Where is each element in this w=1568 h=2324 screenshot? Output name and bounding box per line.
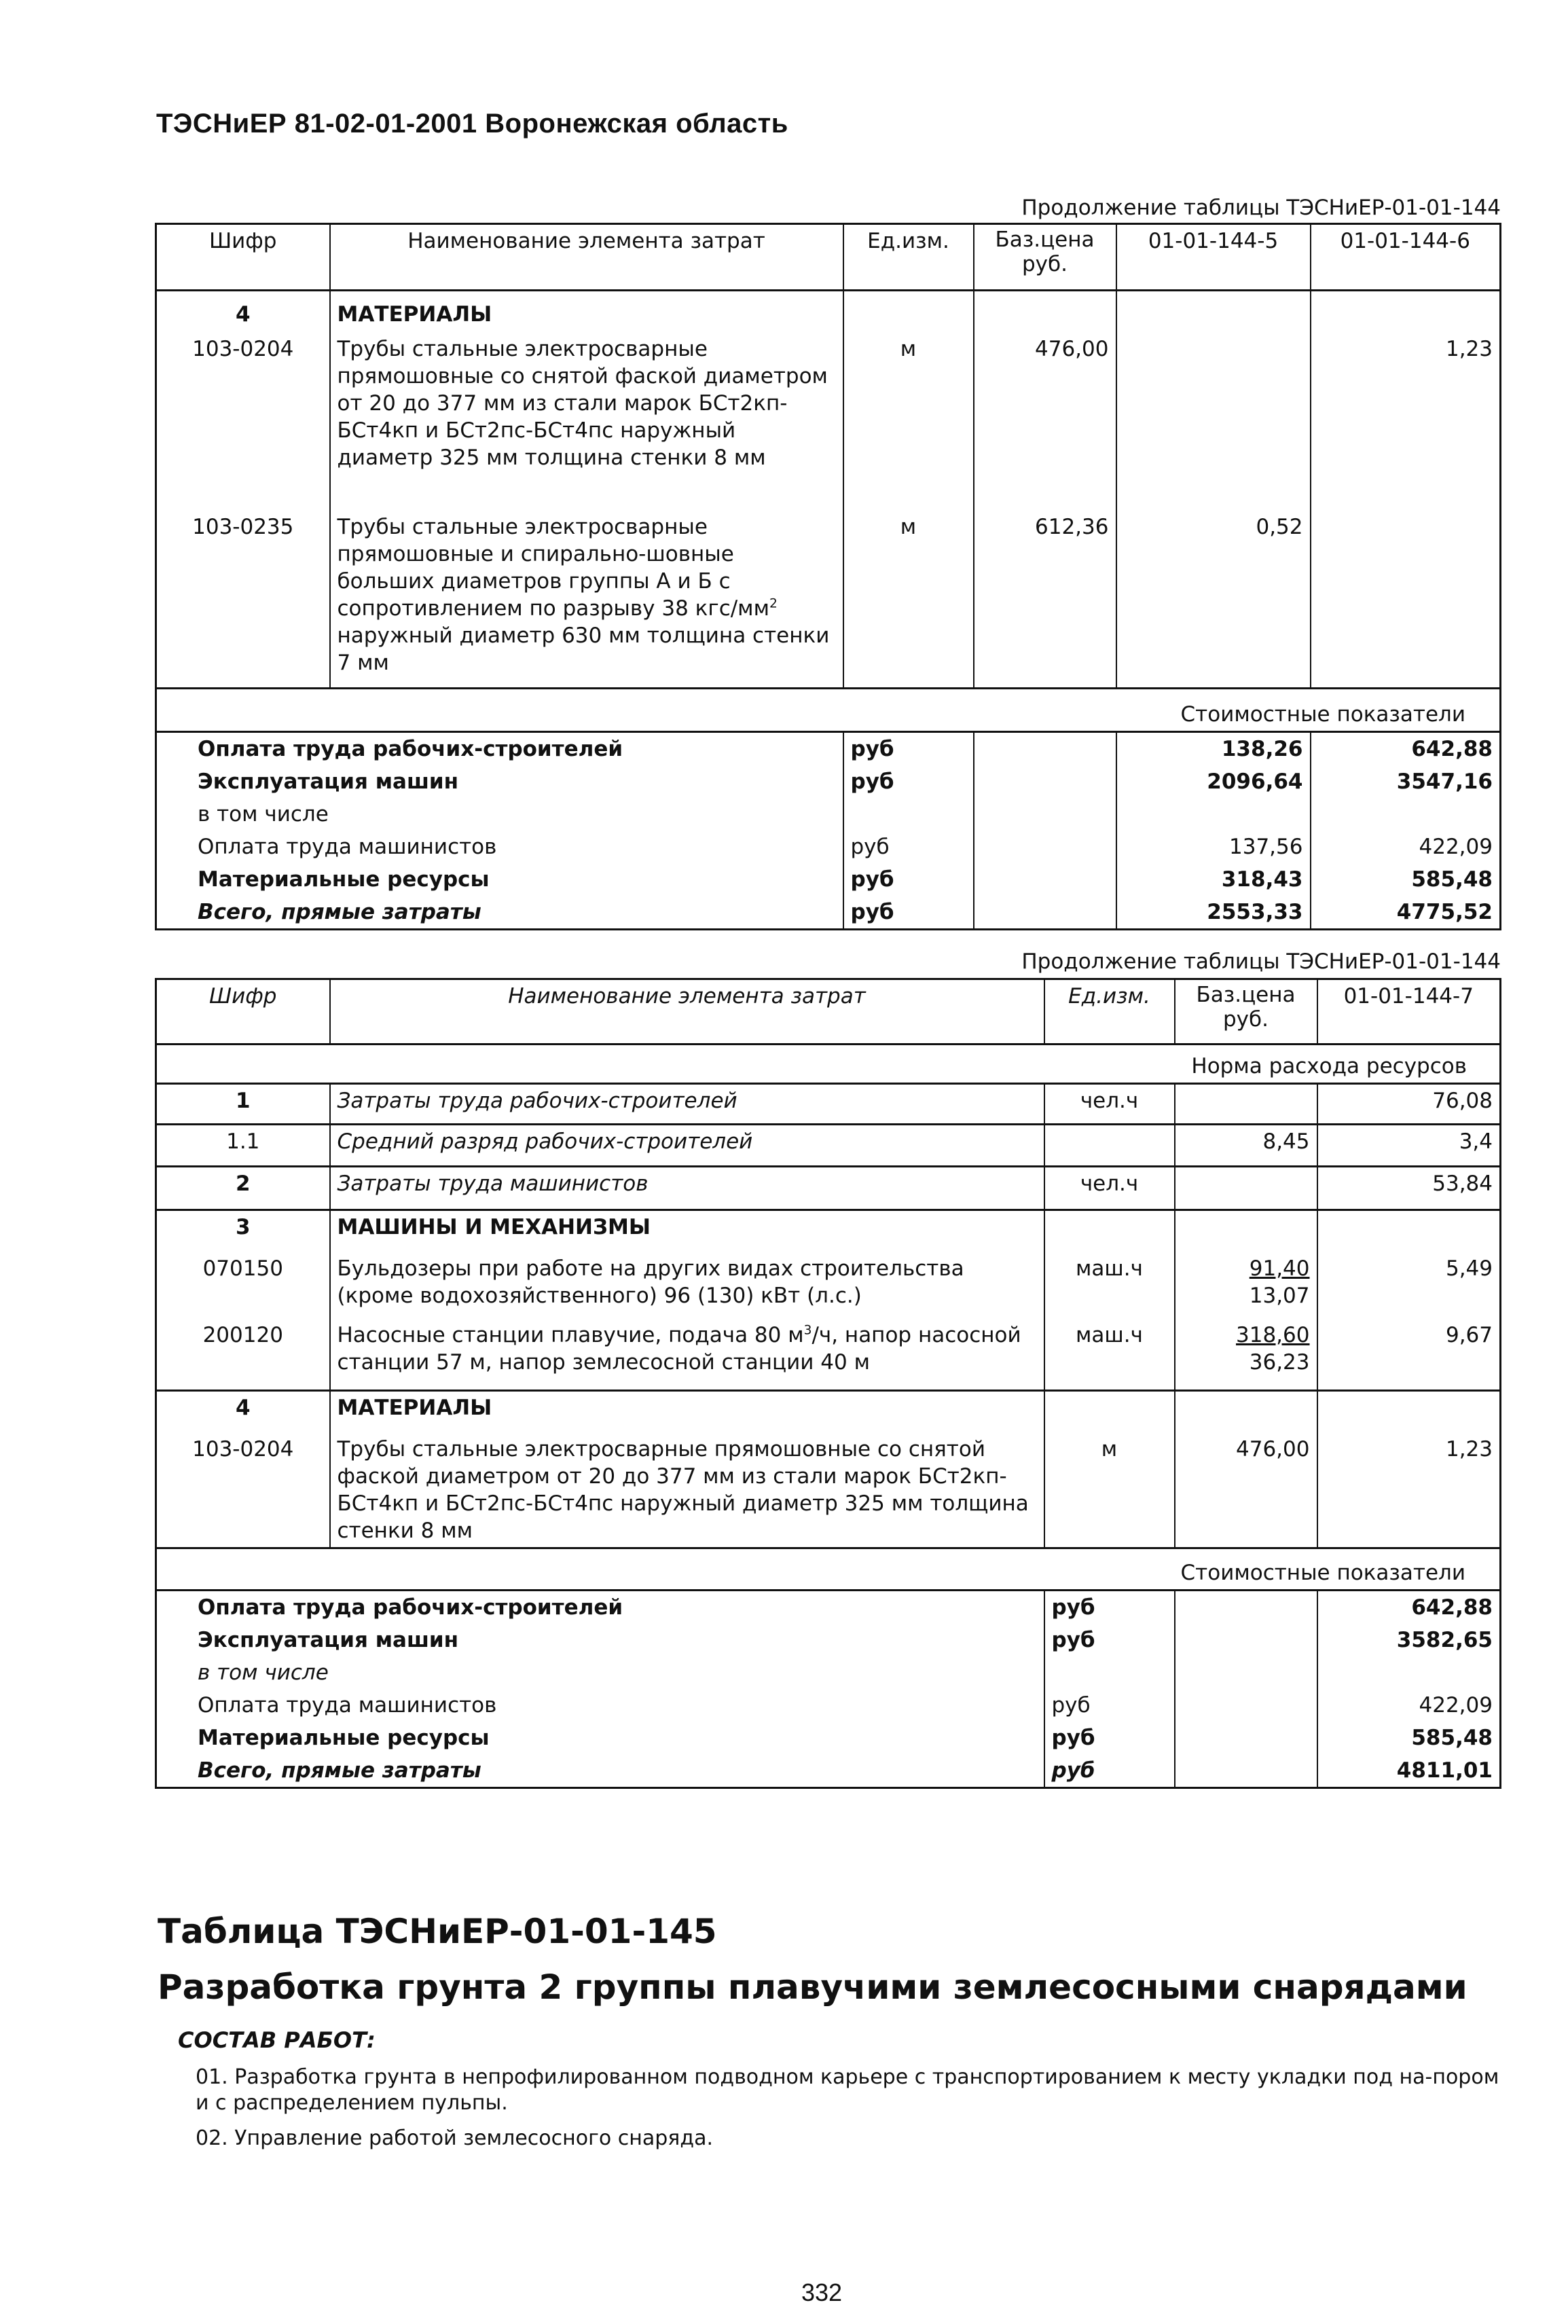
cost-value-144-5: 137,56 (1116, 831, 1311, 863)
row-unit: маш.ч (1044, 1319, 1175, 1391)
row-value-144-6 (1311, 511, 1501, 689)
cost-row (156, 863, 1501, 896)
table-title: Таблица ТЭСНиЕР-01-01-145 (158, 1912, 717, 1951)
table-row (156, 511, 1501, 689)
row-value-144-7: 53,84 (1317, 1167, 1501, 1210)
col-name-header: Наименование элемента затрат (330, 979, 1044, 1045)
row-code: 2 (156, 1167, 330, 1210)
cost-row-total (156, 896, 1501, 930)
cost-label: Всего, прямые затраты (156, 896, 843, 930)
table-row (156, 333, 1501, 511)
cost-row-total (156, 1754, 1501, 1788)
table-row (156, 1319, 1501, 1391)
col-144-7-header: 01-01-144-7 (1317, 979, 1501, 1045)
cost-value-144-7: 4811,01 (1317, 1754, 1501, 1788)
row-value-144-7: 1,23 (1317, 1433, 1501, 1548)
cost-label: Материальные ресурсы (156, 1722, 1044, 1754)
row-value-144-6: 1,23 (1311, 333, 1501, 511)
cost-value-144-5: 318,43 (1116, 863, 1311, 896)
cost-row (156, 732, 1501, 766)
table-section-row (156, 1210, 1501, 1252)
row-name: МАТЕРИАЛЫ (330, 1391, 1044, 1433)
row-price: 612,36 (974, 511, 1116, 689)
table-row (156, 1084, 1501, 1125)
cost-unit: руб (1044, 1754, 1175, 1788)
cost-row (156, 831, 1501, 863)
work-item: 02. Управление работой землесосного снаряда. (196, 2126, 714, 2150)
row-price: 476,00 (974, 333, 1116, 511)
table1-continuation: Продолжение таблицы ТЭСНиЕР-01-01-144 (1021, 196, 1501, 220)
table1-section-row (156, 291, 1501, 333)
section-number: 4 (156, 291, 330, 333)
table2 (155, 978, 1501, 1789)
row-code: 200120 (156, 1319, 330, 1391)
cost-unit: руб (1044, 1624, 1175, 1656)
col-price-header: Баз.цена руб. (974, 224, 1116, 291)
row-unit: м (1044, 1433, 1175, 1548)
cost-label: Материальные ресурсы (156, 863, 843, 896)
table-row (156, 1167, 1501, 1210)
row-code: 103-0235 (156, 511, 330, 689)
row-code: 070150 (156, 1252, 330, 1319)
cost-row (156, 765, 1501, 798)
page-header: ТЭСНиЕР 81-02-01-2001 Воронежская область (156, 109, 788, 139)
row-name: Насосные станции плавучие, подача 80 $м^3/ч$, напор насосной станции 57 м, напор землесосной станции 40 м (330, 1319, 1044, 1391)
row-code: 3 (156, 1210, 330, 1252)
cost-unit: руб (843, 896, 974, 930)
row-price: 91,40 13,07 (1175, 1252, 1317, 1319)
cost-label: Оплата труда рабочих-строителей (156, 1591, 1044, 1624)
cost-unit: руб (1044, 1689, 1175, 1722)
row-name: Затраты труда рабочих-строителей (330, 1084, 1044, 1125)
cost-label: Оплата труда машинистов (156, 1689, 1044, 1722)
cost-label: в том числе (156, 798, 843, 831)
table-subtitle: Разработка грунта 2 группы плавучими землесосными снарядами (158, 1967, 1467, 2007)
col-unit-header: Ед.изм. (1044, 979, 1175, 1045)
row-price: 476,00 (1175, 1433, 1317, 1548)
row-code: 4 (156, 1391, 330, 1433)
cost-row (156, 1591, 1501, 1624)
table-row (156, 1433, 1501, 1548)
cost-value-144-5: 138,26 (1116, 732, 1311, 766)
row-unit: чел.ч (1044, 1084, 1175, 1125)
cost-label: Оплата труда рабочих-строителей (156, 732, 843, 766)
col-144-6-header: 01-01-144-6 (1311, 224, 1501, 291)
page-number: 332 (801, 2278, 843, 2306)
row-code: 1.1 (156, 1125, 330, 1167)
table-section-row (156, 1391, 1501, 1433)
row-name: Трубы стальные электросварные прямошовные со снятой фаской диаметром от 20 до 377 мм из стали марок БСт2кп-БСт4кп и БСт2пс-БСт4пс наружный диаметр 325 мм толщина стенки 8 мм (330, 333, 843, 511)
table-row (156, 1252, 1501, 1319)
row-name: Трубы стальные электросварные прямошовные и спирально-шовные больших диаметров группы А и Б с сопротивлением по разрыву 38 кгс/$мм^2$ наружный диаметр 630 мм толщина стенки 7 мм (330, 511, 843, 689)
col-name-header: Наименование элемента затрат (330, 224, 843, 291)
row-value-144-5: 0,52 (1116, 511, 1311, 689)
cost-value-144-6: 642,88 (1311, 732, 1501, 766)
table-row (156, 1125, 1501, 1167)
cost-header: Стоимостные показатели (156, 1548, 1501, 1591)
cost-row (156, 1689, 1501, 1722)
cost-label: Эксплуатация машин (156, 765, 843, 798)
row-unit: м (843, 333, 974, 511)
cost-row (156, 798, 1501, 831)
table1 (155, 223, 1501, 930)
col-price-header: Баз.цена руб. (1175, 979, 1317, 1045)
table2-continuation: Продолжение таблицы ТЭСНиЕР-01-01-144 (1021, 949, 1501, 974)
row-unit (1044, 1125, 1175, 1167)
cost-unit: руб (843, 732, 974, 766)
cost-label: Эксплуатация машин (156, 1624, 1044, 1656)
cost-label: в том числе (156, 1656, 1044, 1689)
work-item: 01. Разработка грунта в непрофилированном подводном карьере с транспортированием к месту укладки под на-пором и с распределением пульпы. (196, 2065, 1499, 2115)
col-unit-header: Ед.изм. (843, 224, 974, 291)
cost-value-144-5: 2553,33 (1116, 896, 1311, 930)
row-price (1175, 1167, 1317, 1210)
col-code-header: Шифр (156, 979, 330, 1045)
cost-value-144-7: 642,88 (1317, 1591, 1501, 1624)
cost-value-144-7: 3582,65 (1317, 1624, 1501, 1656)
cost-value-144-5: 2096,64 (1116, 765, 1311, 798)
cost-value-144-6: 422,09 (1311, 831, 1501, 863)
row-price (1175, 1084, 1317, 1125)
cost-value-144-7: 422,09 (1317, 1689, 1501, 1722)
cost-unit: руб (843, 831, 974, 863)
section-name: МАТЕРИАЛЫ (330, 291, 843, 333)
row-name: Затраты труда машинистов (330, 1167, 1044, 1210)
row-value-144-7: 76,08 (1317, 1084, 1501, 1125)
cost-header-row (156, 1548, 1501, 1591)
row-value-144-7: 3,4 (1317, 1125, 1501, 1167)
cost-header: Стоимостные показатели (156, 689, 1501, 732)
row-name: МАШИНЫ И МЕХАНИЗМЫ (330, 1210, 1044, 1252)
norm-header: Норма расхода ресурсов (156, 1045, 1501, 1084)
cost-row (156, 1624, 1501, 1656)
row-code: 103-0204 (156, 1433, 330, 1548)
cost-header-row (156, 689, 1501, 732)
table1-header-row (156, 224, 1501, 291)
row-code: 1 (156, 1084, 330, 1125)
row-price: 8,45 (1175, 1125, 1317, 1167)
row-code: 103-0204 (156, 333, 330, 511)
row-value-144-5 (1116, 333, 1311, 511)
row-unit: м (843, 511, 974, 689)
row-value-144-7: 9,67 (1317, 1319, 1501, 1391)
col-144-5-header: 01-01-144-5 (1116, 224, 1311, 291)
row-unit: чел.ч (1044, 1167, 1175, 1210)
cost-value-144-6: 3547,16 (1311, 765, 1501, 798)
cost-unit: руб (843, 765, 974, 798)
row-name: Средний разряд рабочих-строителей (330, 1125, 1044, 1167)
cost-label: Оплата труда машинистов (156, 831, 843, 863)
cost-unit: руб (1044, 1591, 1175, 1624)
col-code-header: Шифр (156, 224, 330, 291)
table2-header-row (156, 979, 1501, 1045)
cost-unit: руб (1044, 1722, 1175, 1754)
cost-row (156, 1656, 1501, 1689)
row-value-144-7: 5,49 (1317, 1252, 1501, 1319)
row-name: Трубы стальные электросварные прямошовные со снятой фаской диаметром от 20 до 377 мм из стали марок БСт2кп-БСт4кп и БСт2пс-БСт4пс наружный диаметр 325 мм толщина стенки 8 мм (330, 1433, 1044, 1548)
row-name: Бульдозеры при работе на других видах строительства (кроме водохозяйственного) 96 (130) кВт (л.с.) (330, 1252, 1044, 1319)
cost-value-144-6: 4775,52 (1311, 896, 1501, 930)
cost-value-144-6: 585,48 (1311, 863, 1501, 896)
cost-label: Всего, прямые затраты (156, 1754, 1044, 1788)
works-label: СОСТАВ РАБОТ: (178, 2027, 376, 2053)
cost-unit: руб (843, 863, 974, 896)
cost-value-144-7: 585,48 (1317, 1722, 1501, 1754)
norm-header-row (156, 1045, 1501, 1084)
cost-row (156, 1722, 1501, 1754)
row-unit: маш.ч (1044, 1252, 1175, 1319)
row-price: 318,60 36,23 (1175, 1319, 1317, 1391)
